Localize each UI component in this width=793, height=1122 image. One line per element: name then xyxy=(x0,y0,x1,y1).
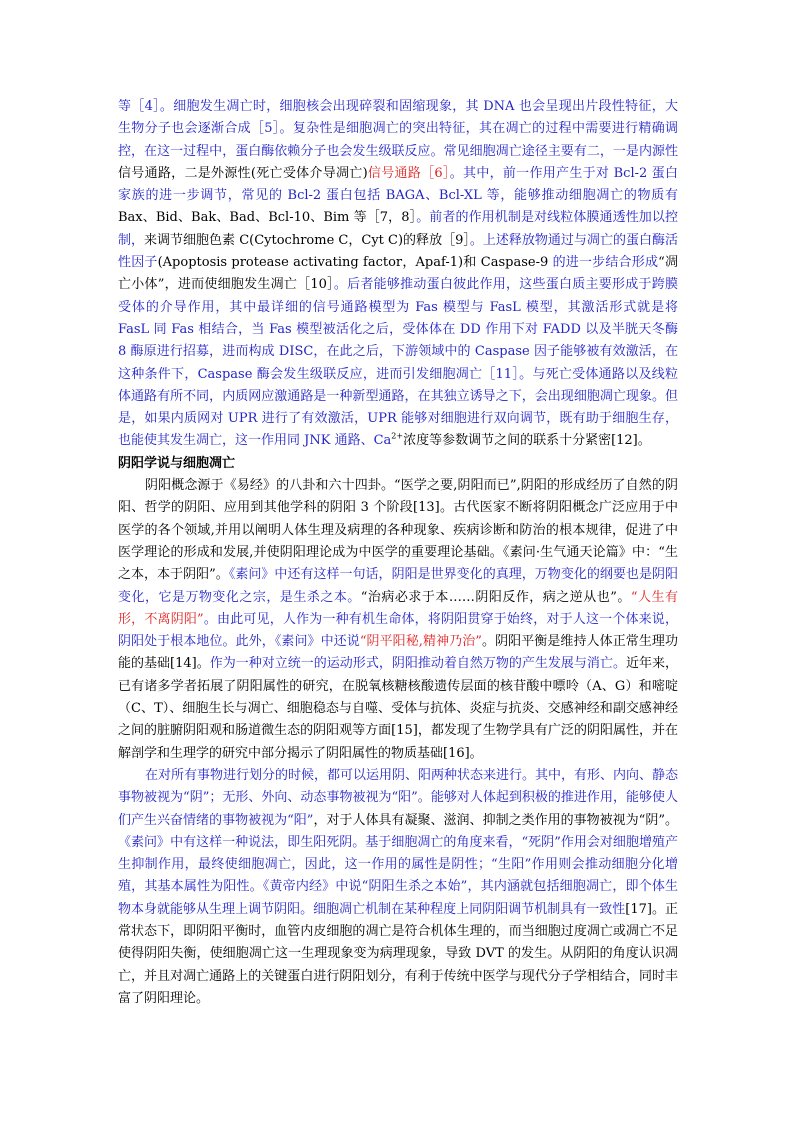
paragraph-apoptosis-pathways xyxy=(118,96,678,453)
text-run: 。阴阳平衡是维持人体正常生理功能的基础[14]。 xyxy=(118,634,678,672)
text-run: “治病必求于本……阴阳反作，病之逆从也”。 xyxy=(360,589,631,605)
text-run: Bax、Bid、Bak、Bad、Bcl-10、Bim 等［7，8］ xyxy=(118,210,417,226)
text-run: 。由此可见，人作为一种有机生命体，将阴阳贯穿于始终，对于人这一个体来说，阴阳处于根本地位。此外，《素问》中还说 xyxy=(118,611,678,650)
section-heading: 阴阳学说与细胞凋亡 xyxy=(118,455,236,471)
text-run: 的进一步结合形成 xyxy=(552,255,659,271)
text-run: “凋亡小体”，进而使细胞发生凋亡［10］ xyxy=(118,255,678,293)
text-run: 浓度等参数调节之间的联系十分紧密[12]。 xyxy=(403,433,651,449)
text-run: (Apoptosis protease activating factor，Apaf-1)和 Caspase-9 xyxy=(157,255,553,271)
superscript-charge: 2+ xyxy=(391,432,404,442)
text-run: 。上述释放物通过与凋亡的蛋白酶活性因子 xyxy=(118,232,678,271)
document-page xyxy=(118,96,678,1010)
paragraph-yin-yang-concept xyxy=(118,475,678,765)
text-run: 来调节细胞色素 C(Cytochrome C，Cyt C)的释放［9］ xyxy=(144,232,470,248)
text-run: “人生有形，不离阴阳” xyxy=(118,589,678,627)
text-run: 作为一种对立统一的运动形式，阴阳推动着自然万物的产生发展与消亡。 xyxy=(209,656,626,672)
text-run: 信号通路［6］ xyxy=(367,165,450,181)
text-run: 。前者的作用机制是对线粒体膜通透性加以控制， xyxy=(118,210,678,248)
text-run: [17]。正常状态下，即阴阳平衡时，血管内皮细胞的凋亡是符合机体生理的，而当细胞过度凋亡或凋亡不足使得阴阳失衡，使细胞凋亡这一生理现象变为病理现象，导致 DVT 的发生。从阴阳的角度认识凋亡，并且对凋亡通路上的关键蛋白进行阴阳划分，有利于传统中医学与现代分子学相结合，同时丰富了阴阳理论。 xyxy=(118,901,678,1006)
text-run: 等［4］。细胞发生凋亡时，细胞核会出现碎裂和固缩现象，其 DNA 也会呈现出片段性特征，大生物分子也会逐渐合成［5］。复杂性是细胞凋亡的突出特征，其在凋亡的过程中需要进行精确调控，在这一过程中，蛋白酶依赖分子也会发生级联反应。常见细胞凋亡途径主要有二，一是内源性 xyxy=(118,99,678,159)
text-run: ，对于人体具有凝聚、滋润、抑制之类作用的事物被视为“阴”。 xyxy=(313,812,678,828)
text-run: 。其中，前一作用产生于对 Bcl-2 蛋白家族的进一步调节，常见的 Bcl-2 蛋白包括 BAGA、Bcl-XL 等，能够推动细胞凋亡的物质有 xyxy=(118,165,678,204)
text-run: 。后者能够推动蛋白彼此作用，这些蛋白质主要形成于跨膜受体的介导作用，其中最详细的信号通路模型为 Fas 模型与 FasL 模型，其激活形式就是将 FasL 同 Fas 相结合，当 Fas 模型被活化之后，受体体在 DD 作用下对 FADD 以及半胱天冬酶 8 酶原进行招募，进而构成 DISC，在此之后，下游领域中的 Caspase 因子能够被有效激活，在这种条件下，Caspase 酶会发生级联反应，进而引发细胞凋亡［11］。与死亡受体通路以及线粒体通路有所不同，内质网应激通路是一种新型通路，在其独立诱导之下，会出现细胞凋亡现象。但是，如果内质网对 UPR 进行了有效激活，UPR 能够对细胞进行双向调节，既有助于细胞生存，也能使其发生凋亡，这一作用同 JNK 通路、Ca xyxy=(118,277,678,449)
text-run: 《素问》中有这样一种说法，即生阳死阴。基于细胞凋亡的角度来看，“死阴”作用会对细胞增殖产生抑制作用，最终使细胞凋亡，因此，这一作用的属性是阴性；“生阳”作用则会推动细胞分化增殖，其基本属性为阳性。《黄帝内经》中说“阴阳生杀之本始”，其内涵就包括细胞凋亡，即个体生物本身就能够从生理上调节阴阳。细胞凋亡机制在某种程度上同阴阳调节机制具有一致性 xyxy=(118,834,678,917)
text-run: “阴平阳秘,精神乃治” xyxy=(359,634,482,650)
text-run: 信号通路，二是外源性(死亡受体介导凋亡) xyxy=(118,165,368,181)
text-run: 近年来，已有诸多学者拓展了阴阳属性的研究，在脱氧核糖核酸遗传层面的核苷酸中嘌呤（A、G）和嘧啶（C、T）、细胞生长与凋亡、细胞稳态与自噬、受体与抗体、炎症与抗炎、交感神经和副交感神经之间的脏腑阴阳观和肠道微生态的阴阳观等方面[15]，都发现了生物学具有广泛的阴阳属性，并在解剖学和生理学的研究中部分揭示了阴阳属性的物质基础[16]。 xyxy=(118,656,678,761)
text-run: 《素问》中还有这样一句话，阴阳是世界变化的真理，万物变化的纲要也是阴阳变化，它是万物变化之宗，是生杀之本。 xyxy=(118,567,678,605)
text-run: 阴阳概念源于《易经》的八卦和六十四卦。“医学之要,阴阳而已”,阴阳的形成经历了自然的阴阳、哲学的阴阳、应用到其他学科的阴阳 3 个阶段[13]。古代医家不断将阴阳概念广泛应用于中医学的各个领域,并用以阐明人体生理及病理的各种现象、疾病诊断和防治的根本规律，促进了中医学理论的形成和发展,并使阴阳理论成为中医学的重要理论基础。《素问·生气通天论篇》中：“生之本，本于阴阳”。 xyxy=(118,478,678,583)
text-run: 在对所有事物进行划分的时候，都可以运用阴、阳两种状态来进行。其中，有形、内向、静态事物被视为“阴”；无形、外向、动态事物被视为“阳”。能够对人体起到积极的推进作用，能够使人们产生兴奋情绪的事物被视为“阳” xyxy=(118,767,679,828)
paragraph-yin-yang-apoptosis xyxy=(118,765,678,1010)
